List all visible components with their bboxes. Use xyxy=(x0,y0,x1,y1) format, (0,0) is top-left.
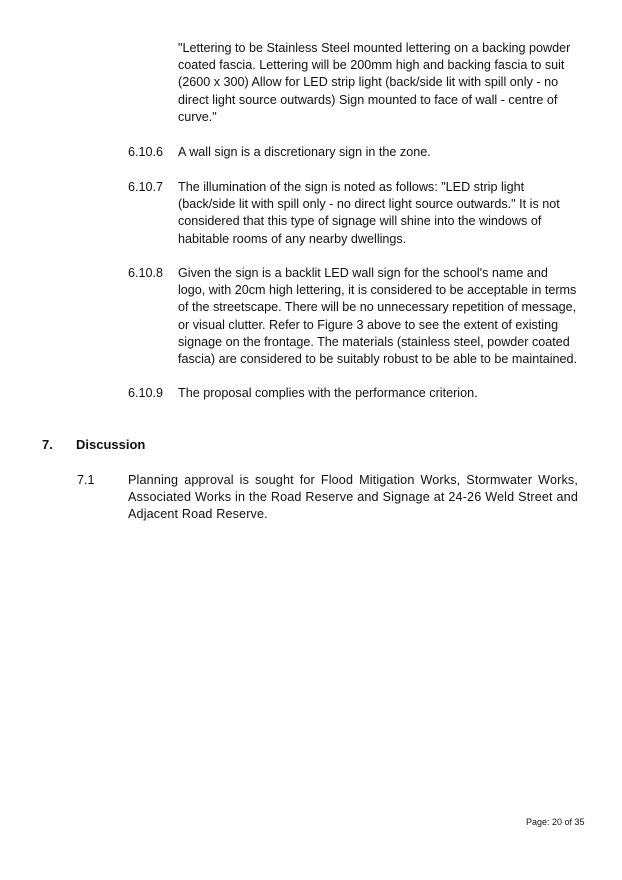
item-number: 6.10.9 xyxy=(128,386,164,400)
item-text: The illumination of the sign is noted as follows: "LED strip light (back/side lit with spill only - no direct light source outwards." It is not considered that this type of signage will shine into the windows of habitable rooms of any nearby dwellings. xyxy=(178,180,560,246)
discussion-item-number: 7.1 xyxy=(77,473,95,487)
item-number: 6.10.7 xyxy=(128,180,164,194)
item-text: A wall sign is a discretionary sign in the zone. xyxy=(178,145,431,159)
item-text: Given the sign is a backlit LED wall sign for the school's name and logo, with 20cm high lettering, it is considered to be acceptable in terms of the streetscape. There will be no unnecessary repetition of message, or visual clutter. Refer to Figure 3 above to see the extent of existing signage on the frontage. The materials (stainless steel, powder coated fascia) are considered to be suitably robust to be able to be maintained. xyxy=(178,266,578,367)
section-number: 7. xyxy=(42,437,53,452)
item-number: 6.10.8 xyxy=(128,266,164,280)
item-text: The proposal complies with the performance criterion. xyxy=(178,386,478,400)
discussion-item-text: Planning approval is sought for Flood Mitigation Works, Stormwater Works, Associated Works in the Road Reserve and Signage at 24-26 Weld Street and Adjacent Road Reserve. xyxy=(128,473,578,522)
page-number: Page: 20 of 35 xyxy=(526,817,585,827)
quoted-description: "Lettering to be Stainless Steel mounted lettering on a backing powder coated fascia. Lettering will be 200mm high and backing fascia to suit (2600 x 300) Allow for LED strip light (back/side lit with spill only - no direct light source outwards) Sign mounted to face of wall - centre of curve." xyxy=(178,41,571,124)
section-title: Discussion xyxy=(76,437,146,452)
item-number: 6.10.6 xyxy=(128,145,164,159)
